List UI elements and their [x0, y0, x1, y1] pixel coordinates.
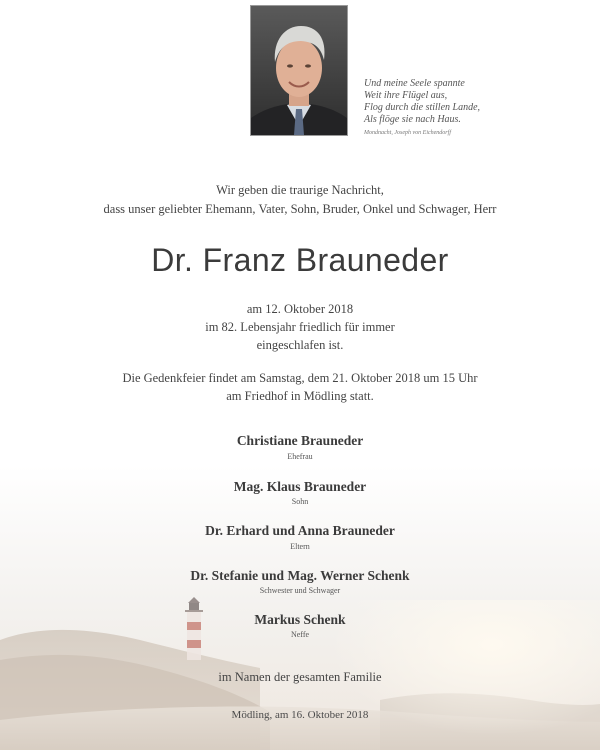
poem-line: Weit ihre Flügel aus, [364, 90, 448, 101]
ceremony-line-2: am Friedhof in Mödling statt. [226, 389, 374, 403]
poem-quote [364, 78, 564, 138]
death-peaceful-line: eingeschlafen ist. [256, 338, 344, 352]
mourner-role: Neffe [290, 630, 310, 639]
portrait-photo [250, 5, 348, 136]
family-note: im Namen der gesamten Familie [218, 670, 382, 684]
mourner-role: Sohn [291, 497, 309, 506]
deceased-name: Dr. Franz Brauneder [151, 242, 449, 278]
poem-line: Flog durch die stillen Lande, [364, 102, 481, 113]
mourner-role: Ehefrau [287, 452, 313, 461]
mourner-role: Eltern [290, 542, 310, 551]
ceremony-line-1: Die Gedenkfeier findet am Samstag, dem 21. Oktober 2018 um 15 Uhr [122, 371, 478, 385]
mourner-name: Christiane Brauneder [236, 433, 364, 448]
place-date: Mödling, am 16. Oktober 2018 [231, 709, 369, 721]
poem-line: Als flöge sie nach Haus. [364, 114, 461, 125]
announcement-line-2: dass unser geliebter Ehemann, Vater, Sohn, Bruder, Onkel und Schwager, Herr [103, 202, 497, 216]
mourner-name: Dr. Stefanie und Mag. Werner Schenk [190, 568, 410, 583]
death-date-line: am 12. Oktober 2018 [246, 302, 354, 316]
poem-source: Mondnacht, Joseph von Eichendorff [364, 130, 451, 136]
mourner-role: Schwester und Schwager [259, 586, 341, 595]
poem-line: Und meine Seele spannte [364, 78, 465, 89]
death-age-line: im 82. Lebensjahr friedlich für immer [205, 320, 395, 334]
mourner-name: Dr. Erhard und Anna Brauneder [205, 523, 395, 538]
mourner-name: Markus Schenk [254, 612, 346, 627]
mourner-name: Mag. Klaus Brauneder [233, 479, 367, 494]
announcement-line-1: Wir geben die traurige Nachricht, [216, 183, 384, 197]
